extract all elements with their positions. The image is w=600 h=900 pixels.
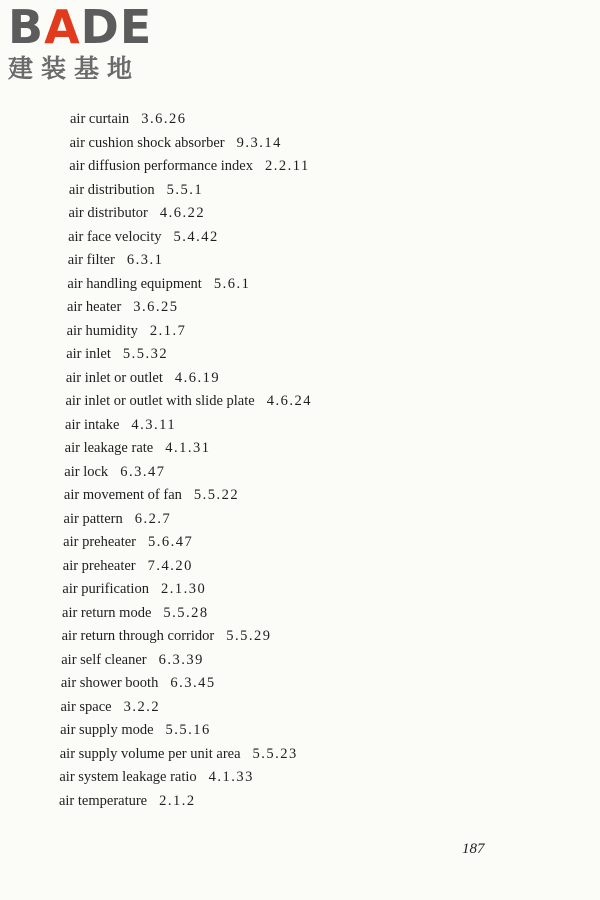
index-term: air supply mode xyxy=(60,722,154,738)
index-reference: 5.6.1 xyxy=(213,275,251,292)
page-number: 187 xyxy=(462,841,485,857)
index-reference: 4.6.24 xyxy=(266,393,312,409)
index-entry xyxy=(61,674,216,692)
index-term: air heater xyxy=(66,299,122,315)
publisher-logo xyxy=(8,0,178,84)
index-term: air temperature xyxy=(58,792,148,809)
index-reference: 9.3.14 xyxy=(236,134,282,151)
index-term: air distribution xyxy=(68,181,155,198)
index-entry xyxy=(68,228,219,246)
index-entry xyxy=(64,463,165,481)
index-term: air diffusion performance index xyxy=(69,158,253,174)
index-term: air return mode xyxy=(62,604,152,621)
index-term: air inlet or outlet with slide plate xyxy=(65,393,255,409)
index-reference: 3.6.25 xyxy=(133,299,179,315)
index-reference: 5.5.29 xyxy=(226,628,272,644)
index-term: air system leakage ratio xyxy=(59,769,197,785)
index-term: air inlet or outlet xyxy=(65,369,163,386)
index-reference: 5.5.16 xyxy=(165,722,211,738)
index-term: air shower booth xyxy=(60,675,159,691)
index-reference: 5.5.32 xyxy=(122,346,169,362)
index-term: air humidity xyxy=(66,322,138,339)
index-entry xyxy=(62,604,209,622)
index-reference: 6.3.45 xyxy=(170,675,216,691)
index-reference: 5.5.28 xyxy=(163,604,209,621)
index-entry xyxy=(64,486,239,504)
index-reference: 2.1.7 xyxy=(149,322,187,339)
index-reference: 5.5.1 xyxy=(166,181,204,198)
index-term: air leakage rate xyxy=(64,440,154,456)
index-reference: 5.5.23 xyxy=(252,745,298,762)
index-term: air pattern xyxy=(63,510,123,527)
index-entry xyxy=(61,698,161,716)
index-entry xyxy=(69,181,203,199)
index-reference: 2.2.11 xyxy=(264,158,310,174)
index-reference: 4.1.31 xyxy=(165,440,211,456)
logo-letter-a: A xyxy=(44,0,81,54)
index-entry xyxy=(63,533,193,551)
index-entry xyxy=(68,204,205,222)
index-reference: 3.2.2 xyxy=(123,698,161,715)
index-reference: 5.6.47 xyxy=(148,534,194,550)
index-reference: 6.3.1 xyxy=(126,252,164,268)
index-entry xyxy=(68,251,164,269)
index-reference: 3.6.26 xyxy=(141,111,187,127)
index-entry xyxy=(67,298,179,316)
index-term: air purification xyxy=(62,581,149,597)
index-entry xyxy=(65,416,176,434)
index-reference: 5.5.22 xyxy=(193,487,240,503)
index-entry xyxy=(60,745,298,763)
index-reference: 7.4.20 xyxy=(147,557,193,574)
index-entry xyxy=(69,157,309,175)
index-term: air intake xyxy=(65,416,120,433)
index-reference: 4.1.33 xyxy=(208,769,254,785)
index-reference: 5.4.42 xyxy=(173,228,219,245)
index-term: air preheater xyxy=(63,534,137,550)
index-term: air cushion shock absorber xyxy=(69,134,225,151)
index-entry xyxy=(59,768,254,786)
index-entry xyxy=(61,651,204,669)
index-term: air handling equipment xyxy=(67,275,202,292)
index-entry xyxy=(63,557,193,575)
index-entry xyxy=(70,134,282,152)
index-term: air space xyxy=(60,698,112,715)
index-entry xyxy=(64,510,172,528)
index-term: air preheater xyxy=(62,557,136,574)
index-reference: 2.1.2 xyxy=(159,792,196,809)
index-reference: 2.1.30 xyxy=(160,581,207,597)
index-reference: 4.3.11 xyxy=(131,416,177,433)
index-term: air self cleaner xyxy=(61,651,147,668)
index-entry xyxy=(66,369,220,387)
index-entry xyxy=(67,275,250,293)
index-entry xyxy=(62,580,206,598)
index-term: air inlet xyxy=(66,346,111,362)
index-reference: 4.6.19 xyxy=(174,369,221,386)
index-term: air filter xyxy=(67,252,115,268)
index-term: air lock xyxy=(64,463,109,480)
index-entry xyxy=(65,439,211,457)
logo-letters-de: DE xyxy=(80,0,153,54)
index-entry xyxy=(67,322,187,340)
index-reference: 6.3.47 xyxy=(120,463,166,480)
index-term: air supply volume per unit area xyxy=(59,745,241,762)
index-entry xyxy=(60,721,211,739)
logo-letter-b: B xyxy=(8,0,45,54)
index-entry xyxy=(66,345,168,363)
index-entry xyxy=(62,627,272,645)
index-term: air distributor xyxy=(68,205,148,221)
index-entry xyxy=(70,110,186,128)
index-term: air face velocity xyxy=(68,228,162,245)
index-term: air curtain xyxy=(70,111,130,127)
index-reference: 4.6.22 xyxy=(159,205,206,221)
index-reference: 6.2.7 xyxy=(134,510,172,527)
logo-chinese-text: 建装基地 xyxy=(8,54,141,83)
index-entry xyxy=(59,792,196,810)
index-entry xyxy=(65,392,312,410)
index-term: air movement of fan xyxy=(63,487,182,503)
logo-wordmark xyxy=(8,0,178,54)
index-term: air return through corridor xyxy=(61,628,215,644)
index-reference: 6.3.39 xyxy=(158,651,204,668)
